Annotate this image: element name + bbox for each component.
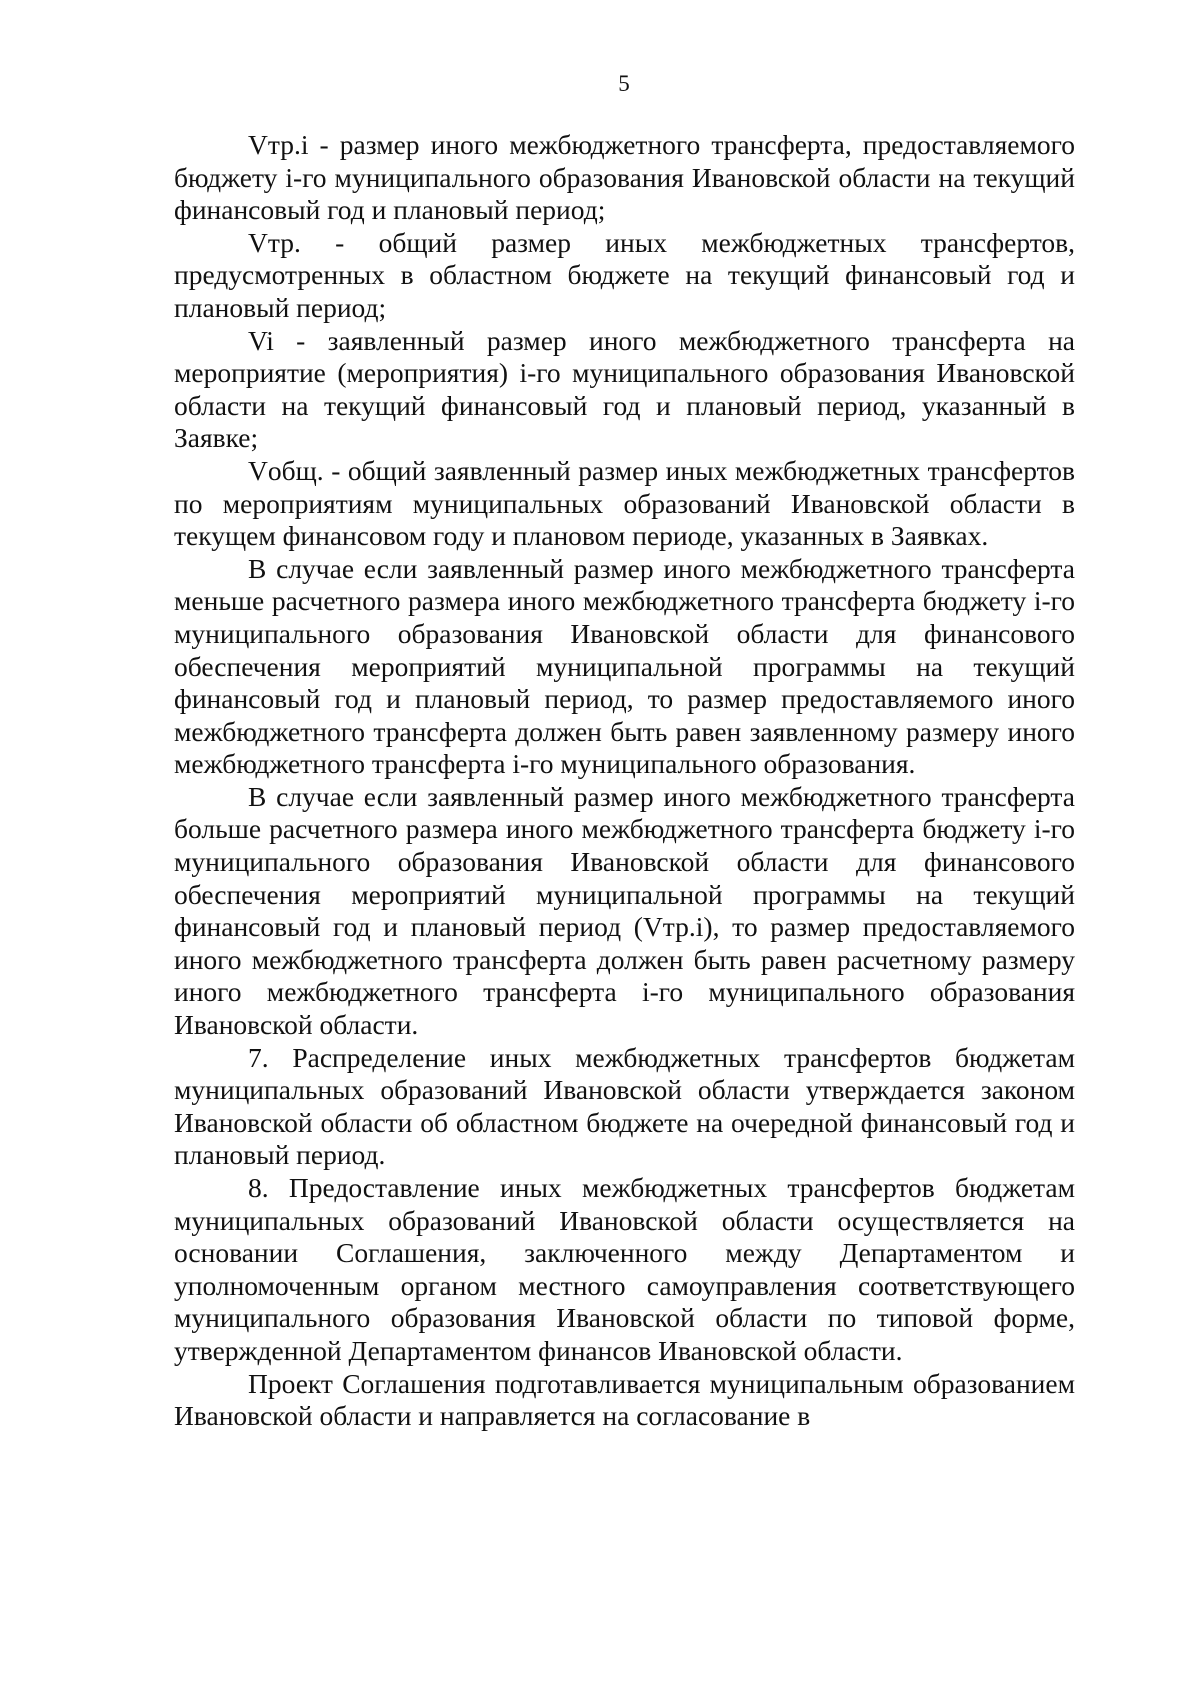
paragraph-item-7: 7. Распределение иных межбюджетных трансфертов бюджетам муниципальных образований Ивановской области утверждается законом Ивановской области об областном бюджете на очередной финансовый год и плановый период.	[174, 1041, 1075, 1171]
paragraph-item-8: 8. Предоставление иных межбюджетных трансфертов бюджетам муниципальных образований Ивановской области осуществляется на основании Соглашения, заключенного между Департаментом и уполномоченным органом местного самоуправления соответствующего муниципального образования Ивановской области по типовой форме, утвержденной Департаментом финансов Ивановской области.	[174, 1172, 1075, 1366]
paragraph-vi-definition: Vi - заявленный размер иного межбюджетного трансферта на мероприятие (мероприятия) i-го муниципального образования Ивановской области на текущий финансовый год и плановый период, указанный в Заявке;	[174, 324, 1075, 454]
paragraph-vtr-definition: Vтр. - общий размер иных межбюджетных трансфертов, предусмотренных в областном бюджете на текущий финансовый год и плановый период;	[174, 226, 1075, 323]
paragraph-vobsch-definition: Vобщ. - общий заявленный размер иных межбюджетных трансфертов по мероприятиям муниципальных образований Ивановской области в текущем финансовом году и плановом периоде, указанных в Заявках.	[174, 454, 1075, 552]
paragraph-case-more: В случае если заявленный размер иного межбюджетного трансферта больше расчетного размера иного межбюджетного трансферта бюджету i-го муниципального образования Ивановской области для финансового обеспечения мероприятий муниципальной программы на текущий финансовый год и плановый период (Vтр.i), то размер предоставляемого иного межбюджетного трансферта должен быть равен расчетному размеру иного межбюджетного трансферта i-го муниципального образования Ивановской области.	[174, 780, 1075, 1041]
paragraph-agreement-draft: Проект Соглашения подготавливается муниципальным образованием Ивановской области и направляется на согласование в	[174, 1367, 1075, 1432]
page-number: 5	[618, 71, 630, 96]
document-body	[174, 129, 1075, 1433]
paragraph-vtr-i-definition: Vтр.i - размер иного межбюджетного трансферта, предоставляемого бюджету i-го муниципального образования Ивановской области на текущий финансовый год и плановый период;	[174, 129, 1075, 226]
paragraph-case-less: В случае если заявленный размер иного межбюджетного трансферта меньше расчетного размера иного межбюджетного трансферта бюджету i-го муниципального образования Ивановской области для финансового обеспечения мероприятий муниципальной программы на текущий финансовый год и плановый период, то размер предоставляемого иного межбюджетного трансферта должен быть равен заявленному размеру иного межбюджетного трансферта i-го муниципального образования.	[174, 552, 1075, 780]
